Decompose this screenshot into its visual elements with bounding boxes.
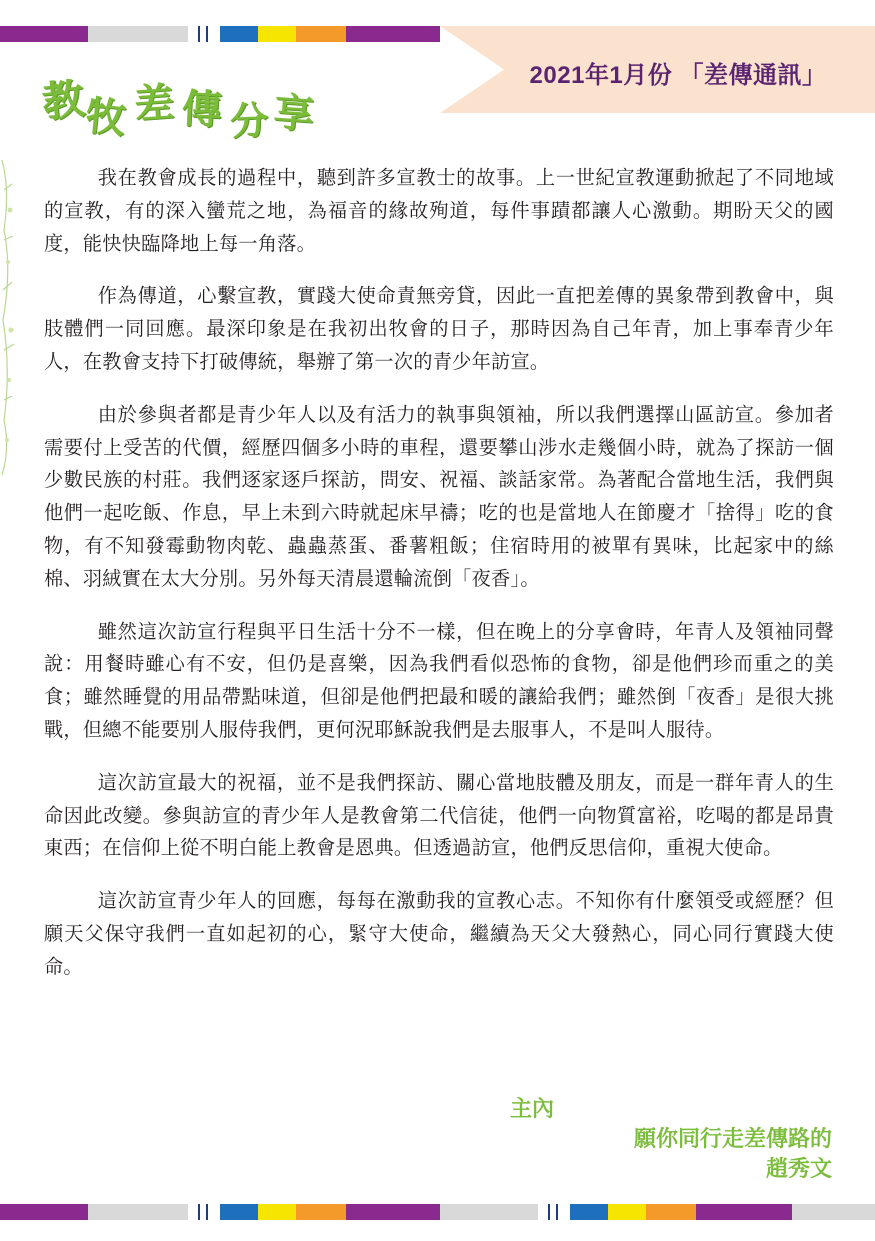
bottom-color-strip — [0, 1204, 875, 1220]
signature-author: 趙秀文 — [765, 1157, 832, 1182]
article-paragraph: 這次訪宣最大的祝福，並不是我們探訪、關心當地肢體及朋友，而是一群年青人的生命因此改變。參與訪宣的青少年人是教會第二代信徒，他們一向物質富裕，吃喝的都是昂貴東西；在信仰上從不明白能上教會是恩典。但透過訪宣，他們反思信仰，重視大使命。 — [44, 770, 834, 860]
logo-char: 分 — [229, 97, 270, 144]
article-paragraph: 由於參與者都是青少年人以及有活力的執事與領袖，所以我們選擇山區訪宣。參加者需要付上受苦的代價，經歷四個多小時的車程，還要攀山涉水走幾個小時，就為了探訪一個少數民族的村莊。我們逐家逐戶探訪，問安、祝福、談話家常。為著配合當地生活，我們與他們一起吃飯、作息，早上未到六時就起床早禱；吃的也是當地人在節慶才「捨得」吃的食物，有不知發霉動物肉乾、蟲蟲蒸蛋、番薯粗飯；住宿時用的被單有異味，比起家中的絲棉、羽絨實在太大分別。另外每天清晨還輪流倒「夜香」。 — [44, 402, 834, 590]
logo-char: 傳 — [180, 84, 224, 135]
logo-char: 牧 — [83, 92, 129, 143]
logo-char: 享 — [272, 88, 316, 139]
issue-title: 2021年1月份 「差傳通訊」 — [529, 62, 827, 89]
article-body — [44, 162, 834, 984]
leaf-decoration-icon — [0, 150, 16, 480]
signature-closing: 願你同行走差傳路的 — [633, 1127, 832, 1152]
logo-char: 差 — [132, 78, 176, 129]
signature-block — [509, 1095, 832, 1185]
article-paragraph: 作為傳道，心繫宣教，實踐大使命責無旁貸，因此一直把差傳的異象帶到教會中，與肢體們一同回應。最深印象是在我初出牧會的日子，那時因為自己年青，加上事奉青少年人，在教會支持下打破傳統，舉辦了第一次的青少年訪宣。 — [44, 284, 834, 373]
section-logo — [39, 66, 342, 146]
logo-char: 教 — [39, 73, 87, 128]
article-paragraph: 我在教會成長的過程中，聽到許多宣教士的故事。上一世紀宣教運動掀起了不同地域的宣教，有的深入蠻荒之地，為福音的緣故殉道，每件事蹟都讓人心激動。期盼天父的國度，能快快臨降地上每一角落。 — [44, 166, 834, 255]
article-paragraph: 這次訪宣青少年人的回應，每每在激動我的宣教心志。不知你有什麼領受或經歷？但願天父保守我們一直如起初的心，緊守大使命，繼續為天父大發熱心，同心同行實踐大使命。 — [44, 889, 834, 978]
article-paragraph: 雖然這次訪宣行程與平日生活十分不一樣，但在晚上的分享會時，年青人及領袖同聲說：用餐時雖心有不安，但仍是喜樂，因為我們看似恐怖的食物，卻是他們珍而重之的美食；雖然睡覺的用品帶點味道，但卻是他們把最和暖的讓給我們；雖然倒「夜香」是很大挑戰，但總不能要別人服侍我們，更何況耶穌說我們是去服事人，不是叫人服待。 — [44, 619, 834, 741]
signature-greeting: 主內 — [509, 1097, 554, 1122]
